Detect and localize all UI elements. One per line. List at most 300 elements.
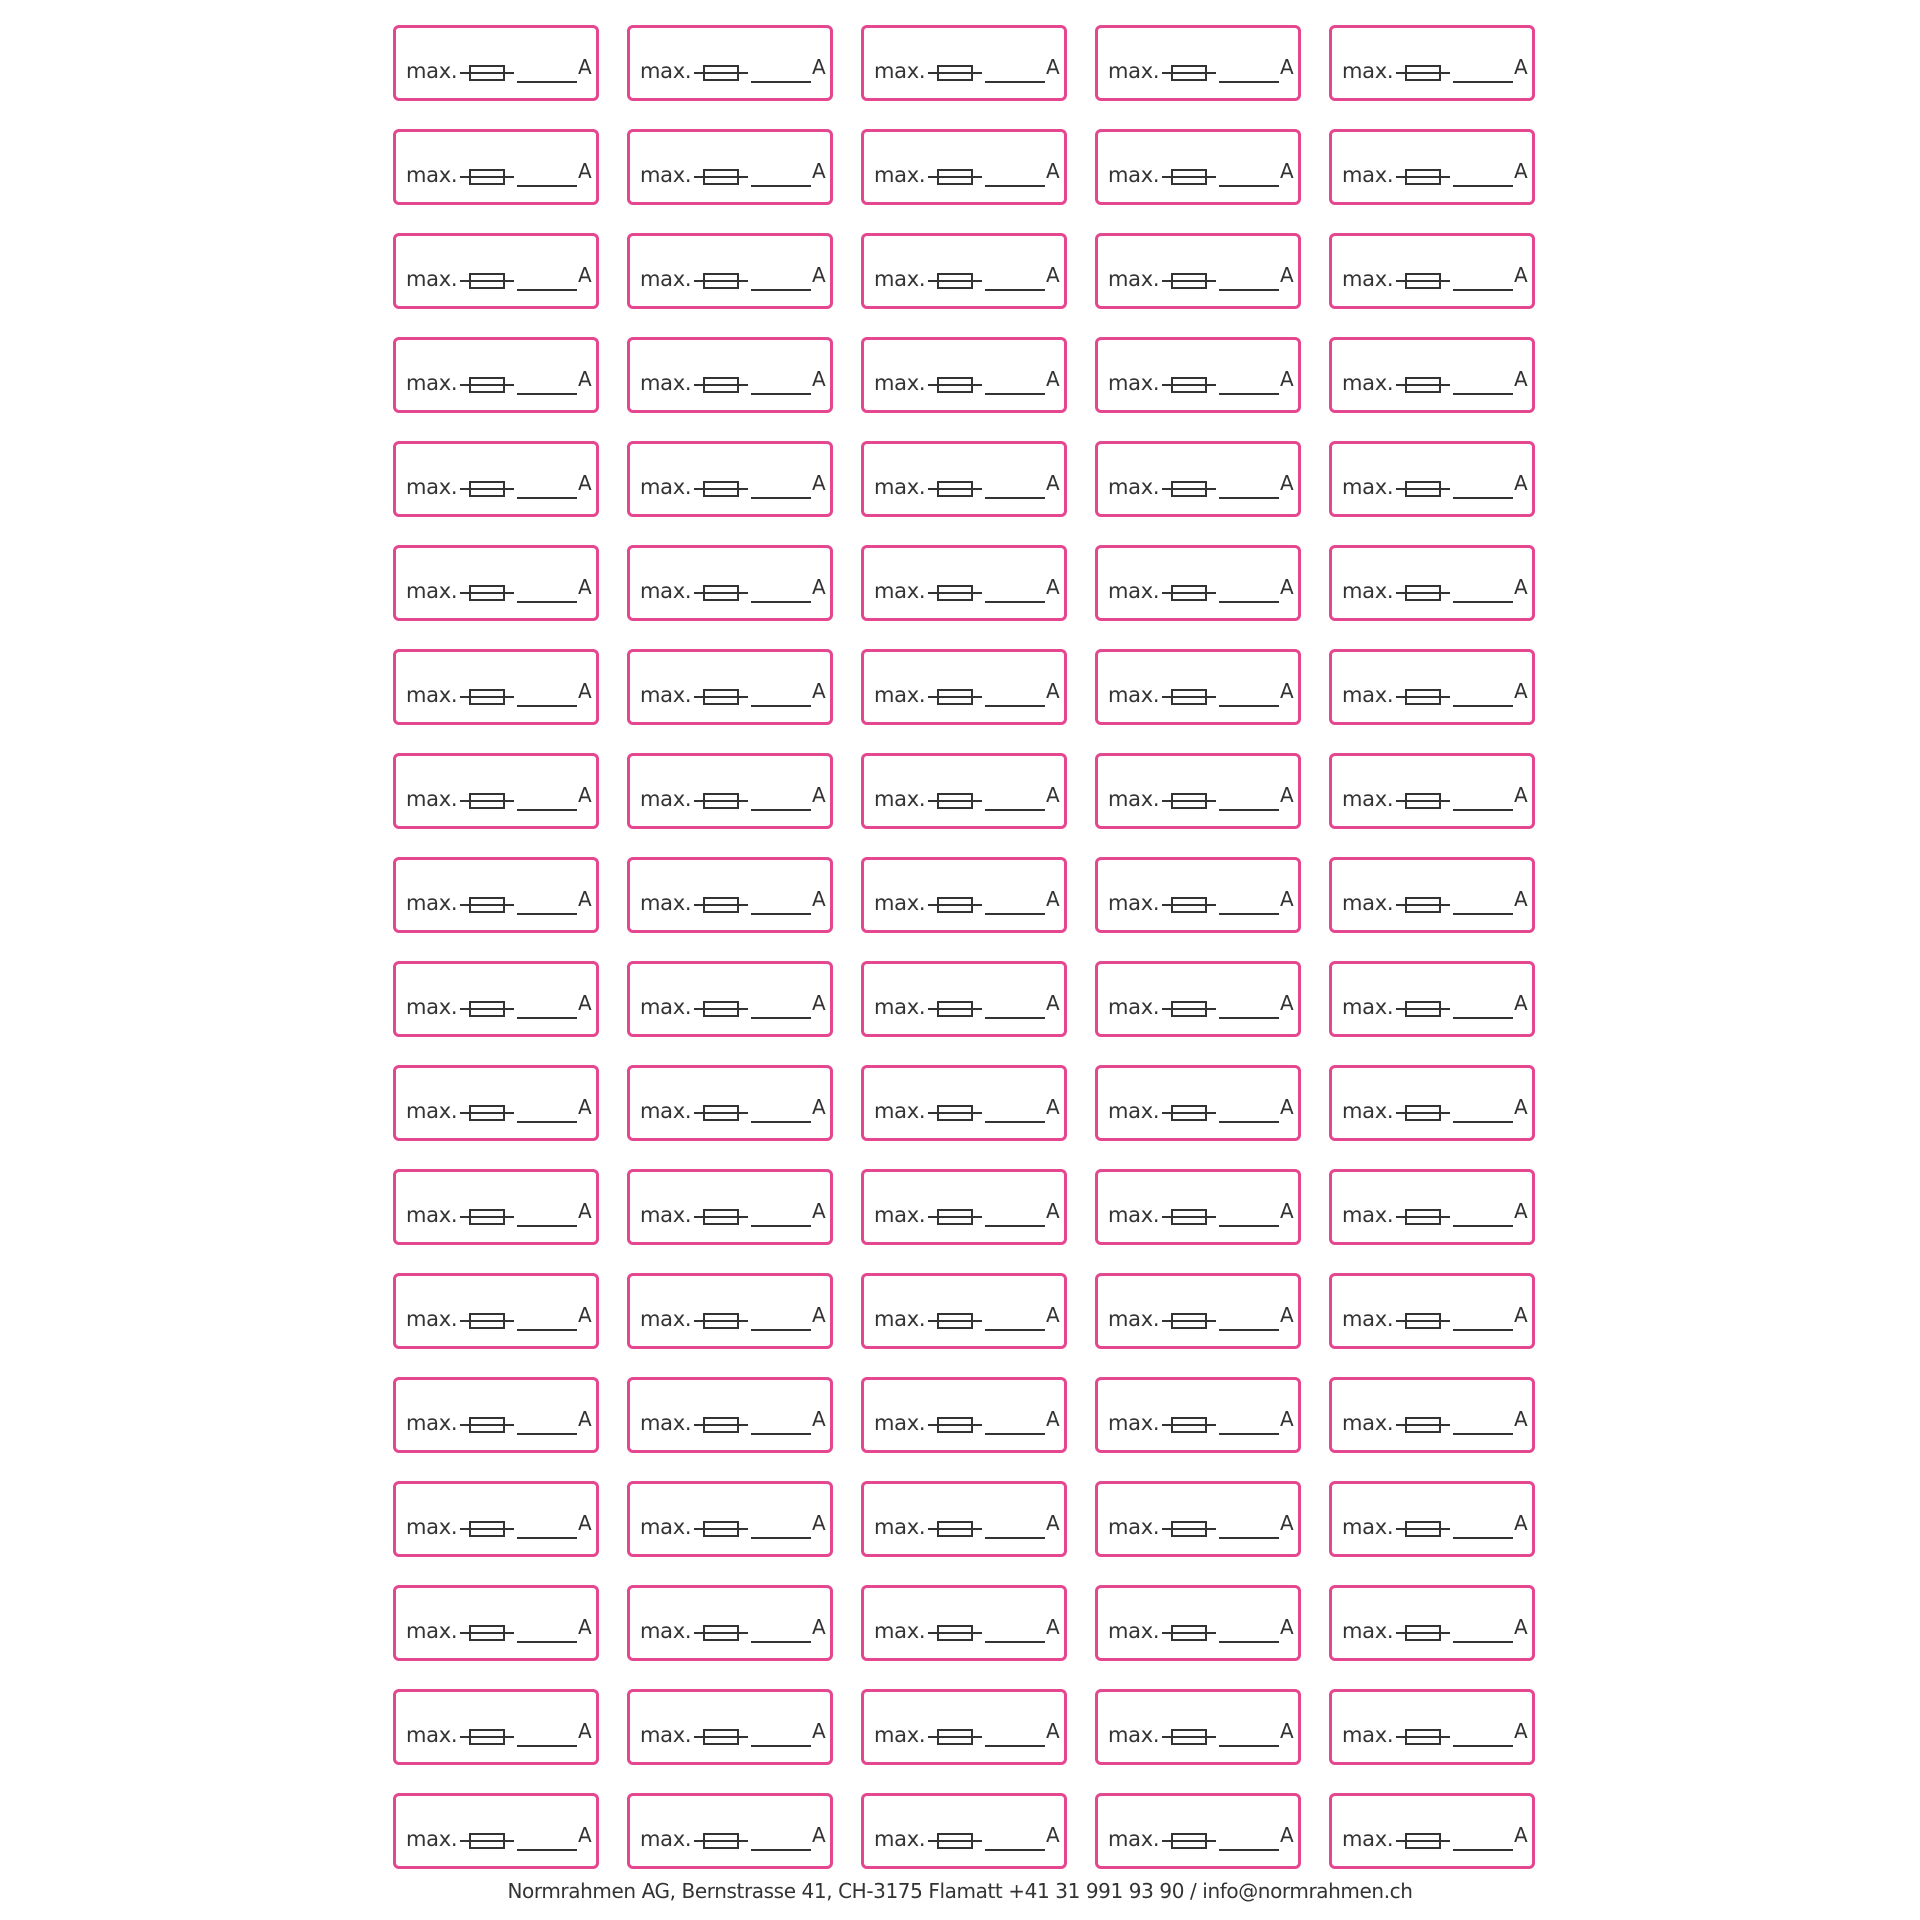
label-prefix: max. [1342,579,1394,603]
fuse-icon [1162,688,1216,706]
label-unit: A [578,1303,592,1327]
fuse-label-r10-c2 [627,961,833,1037]
label-prefix: max. [640,163,692,187]
blank-value-line [1219,809,1279,811]
fuse-icon [1162,584,1216,602]
label-prefix: max. [406,1723,458,1747]
label-prefix: max. [1342,787,1394,811]
fuse-label-r12-c3 [861,1169,1067,1245]
fuse-icon [460,1104,514,1122]
fuse-icon [460,792,514,810]
fuse-label-r13-c4 [1095,1273,1301,1349]
blank-value-line [751,1225,811,1227]
fuse-icon [460,64,514,82]
label-unit: A [578,1615,592,1639]
label-prefix: max. [406,579,458,603]
label-unit: A [1514,1303,1528,1327]
fuse-icon [460,480,514,498]
blank-value-line [1219,185,1279,187]
fuse-label-r10-c3 [861,961,1067,1037]
label-prefix: max. [874,59,926,83]
fuse-icon [928,64,982,82]
fuse-label-r10-c5 [1329,961,1535,1037]
label-unit: A [1280,887,1294,911]
label-unit: A [812,991,826,1015]
blank-value-line [517,1017,577,1019]
label-prefix: max. [406,787,458,811]
fuse-label-r3-c4 [1095,233,1301,309]
label-unit: A [578,783,592,807]
label-prefix: max. [874,891,926,915]
fuse-icon [1396,376,1450,394]
label-prefix: max. [1108,1307,1160,1331]
label-prefix: max. [1342,1203,1394,1227]
label-unit: A [578,991,592,1015]
label-unit: A [1280,783,1294,807]
blank-value-line [1219,1641,1279,1643]
label-unit: A [1046,159,1060,183]
blank-value-line [985,289,1045,291]
blank-value-line [985,601,1045,603]
fuse-icon [460,168,514,186]
label-prefix: max. [1108,59,1160,83]
label-unit: A [1046,1407,1060,1431]
label-prefix: max. [640,787,692,811]
label-prefix: max. [1108,787,1160,811]
label-unit: A [578,55,592,79]
fuse-label-r11-c3 [861,1065,1067,1141]
label-prefix: max. [1108,683,1160,707]
fuse-icon [928,376,982,394]
label-prefix: max. [640,371,692,395]
label-prefix: max. [1108,891,1160,915]
label-prefix: max. [406,1619,458,1643]
fuse-icon [460,688,514,706]
label-prefix: max. [640,1411,692,1435]
label-unit: A [1280,679,1294,703]
fuse-label-r13-c5 [1329,1273,1535,1349]
blank-value-line [985,393,1045,395]
label-unit: A [1280,1407,1294,1431]
label-prefix: max. [1342,267,1394,291]
fuse-label-r10-c4 [1095,961,1301,1037]
label-unit: A [1046,1303,1060,1327]
label-prefix: max. [1342,1411,1394,1435]
blank-value-line [1219,913,1279,915]
label-unit: A [1280,471,1294,495]
label-prefix: max. [1108,267,1160,291]
blank-value-line [517,1537,577,1539]
fuse-icon [928,1208,982,1226]
label-unit: A [1046,263,1060,287]
label-unit: A [1514,1823,1528,1847]
label-unit: A [812,679,826,703]
label-unit: A [812,1823,826,1847]
blank-value-line [985,1641,1045,1643]
label-prefix: max. [874,1827,926,1851]
fuse-label-r4-c3 [861,337,1067,413]
fuse-icon [928,1832,982,1850]
label-unit: A [1046,887,1060,911]
label-prefix: max. [640,267,692,291]
label-unit: A [1280,159,1294,183]
label-unit: A [1046,1095,1060,1119]
label-prefix: max. [1342,371,1394,395]
fuse-label-r1-c1 [393,25,599,101]
label-prefix: max. [874,1723,926,1747]
fuse-icon [1162,1832,1216,1850]
label-unit: A [1280,1095,1294,1119]
fuse-icon [1396,584,1450,602]
fuse-label-r11-c1 [393,1065,599,1141]
fuse-label-r17-c4 [1095,1689,1301,1765]
fuse-icon [928,1728,982,1746]
label-prefix: max. [874,475,926,499]
blank-value-line [985,809,1045,811]
fuse-icon [1162,1520,1216,1538]
label-unit: A [1046,1615,1060,1639]
blank-value-line [517,601,577,603]
fuse-label-r8-c2 [627,753,833,829]
blank-value-line [751,393,811,395]
label-unit: A [578,471,592,495]
label-unit: A [812,1511,826,1535]
fuse-icon [1396,896,1450,914]
fuse-label-r15-c1 [393,1481,599,1557]
blank-value-line [985,81,1045,83]
fuse-label-r8-c5 [1329,753,1535,829]
fuse-label-r12-c5 [1329,1169,1535,1245]
label-prefix: max. [1108,1619,1160,1643]
fuse-label-r5-c4 [1095,441,1301,517]
fuse-icon [694,1312,748,1330]
blank-value-line [751,497,811,499]
label-unit: A [812,159,826,183]
label-prefix: max. [406,1203,458,1227]
fuse-icon [928,1520,982,1538]
blank-value-line [517,1641,577,1643]
fuse-label-r18-c4 [1095,1793,1301,1869]
fuse-icon [694,1624,748,1642]
label-unit: A [578,1823,592,1847]
fuse-label-r1-c4 [1095,25,1301,101]
fuse-icon [1396,1000,1450,1018]
fuse-icon [460,272,514,290]
fuse-icon [1396,64,1450,82]
fuse-label-r4-c5 [1329,337,1535,413]
blank-value-line [1453,913,1513,915]
fuse-icon [694,1832,748,1850]
fuse-label-r6-c3 [861,545,1067,621]
blank-value-line [1453,1017,1513,1019]
label-prefix: max. [1108,579,1160,603]
blank-value-line [985,1329,1045,1331]
blank-value-line [1453,1849,1513,1851]
label-unit: A [1514,1199,1528,1223]
fuse-icon [460,376,514,394]
blank-value-line [1453,809,1513,811]
fuse-label-r17-c2 [627,1689,833,1765]
blank-value-line [751,1121,811,1123]
label-unit: A [1514,1407,1528,1431]
fuse-label-r8-c3 [861,753,1067,829]
fuse-label-r16-c2 [627,1585,833,1661]
blank-value-line [1453,601,1513,603]
label-unit: A [1280,55,1294,79]
fuse-label-r13-c3 [861,1273,1067,1349]
fuse-icon [1162,1416,1216,1434]
label-unit: A [1514,783,1528,807]
label-unit: A [1514,679,1528,703]
fuse-icon [928,272,982,290]
blank-value-line [751,913,811,915]
fuse-label-r11-c5 [1329,1065,1535,1141]
label-unit: A [1514,1095,1528,1119]
blank-value-line [1453,81,1513,83]
label-unit: A [578,575,592,599]
label-prefix: max. [406,1411,458,1435]
fuse-label-r18-c3 [861,1793,1067,1869]
fuse-label-r2-c2 [627,129,833,205]
fuse-label-r18-c5 [1329,1793,1535,1869]
fuse-label-r13-c2 [627,1273,833,1349]
blank-value-line [1453,705,1513,707]
fuse-icon [694,64,748,82]
label-prefix: max. [640,683,692,707]
fuse-label-r9-c2 [627,857,833,933]
blank-value-line [1219,81,1279,83]
label-unit: A [578,1095,592,1119]
blank-value-line [517,913,577,915]
blank-value-line [517,393,577,395]
blank-value-line [1219,393,1279,395]
fuse-icon [1396,1312,1450,1330]
blank-value-line [1453,1225,1513,1227]
label-prefix: max. [1108,1411,1160,1435]
label-prefix: max. [1342,1307,1394,1331]
fuse-icon [460,1624,514,1642]
blank-value-line [751,1017,811,1019]
label-unit: A [812,1199,826,1223]
fuse-label-r7-c4 [1095,649,1301,725]
fuse-label-r11-c4 [1095,1065,1301,1141]
fuse-label-r5-c5 [1329,441,1535,517]
blank-value-line [517,1849,577,1851]
label-unit: A [1046,575,1060,599]
label-unit: A [812,1719,826,1743]
fuse-label-r4-c2 [627,337,833,413]
label-unit: A [812,1615,826,1639]
fuse-label-r2-c4 [1095,129,1301,205]
label-prefix: max. [1108,475,1160,499]
blank-value-line [985,1225,1045,1227]
label-prefix: max. [874,683,926,707]
fuse-icon [928,584,982,602]
label-prefix: max. [874,1411,926,1435]
fuse-icon [694,1520,748,1538]
label-prefix: max. [406,1307,458,1331]
label-unit: A [1514,1719,1528,1743]
fuse-label-r2-c3 [861,129,1067,205]
fuse-label-r3-c5 [1329,233,1535,309]
blank-value-line [985,1121,1045,1123]
fuse-icon [928,688,982,706]
fuse-label-r9-c4 [1095,857,1301,933]
label-unit: A [578,263,592,287]
label-unit: A [1514,575,1528,599]
blank-value-line [1219,601,1279,603]
label-unit: A [1280,263,1294,287]
label-prefix: max. [406,59,458,83]
fuse-label-r12-c1 [393,1169,599,1245]
label-unit: A [578,159,592,183]
blank-value-line [751,1641,811,1643]
fuse-icon [1162,1728,1216,1746]
fuse-icon [1162,1624,1216,1642]
label-prefix: max. [406,1099,458,1123]
fuse-icon [694,688,748,706]
fuse-icon [694,584,748,602]
fuse-label-r6-c4 [1095,545,1301,621]
fuse-icon [460,896,514,914]
label-prefix: max. [406,1515,458,1539]
label-unit: A [812,575,826,599]
blank-value-line [517,81,577,83]
label-prefix: max. [406,475,458,499]
label-unit: A [1046,1719,1060,1743]
label-prefix: max. [1108,163,1160,187]
fuse-icon [928,792,982,810]
label-prefix: max. [874,787,926,811]
blank-value-line [1219,1849,1279,1851]
fuse-icon [928,1416,982,1434]
label-prefix: max. [874,1619,926,1643]
label-prefix: max. [406,267,458,291]
label-unit: A [578,1199,592,1223]
label-prefix: max. [640,1723,692,1747]
blank-value-line [985,1433,1045,1435]
blank-value-line [1219,1329,1279,1331]
fuse-label-r15-c3 [861,1481,1067,1557]
fuse-label-r18-c2 [627,1793,833,1869]
label-unit: A [578,679,592,703]
label-prefix: max. [640,891,692,915]
label-prefix: max. [406,891,458,915]
fuse-label-r3-c2 [627,233,833,309]
blank-value-line [517,497,577,499]
label-unit: A [1280,991,1294,1015]
fuse-icon [1396,792,1450,810]
fuse-label-r14-c3 [861,1377,1067,1453]
fuse-label-r1-c2 [627,25,833,101]
label-prefix: max. [1108,1203,1160,1227]
fuse-icon [1162,1312,1216,1330]
label-unit: A [812,1303,826,1327]
label-prefix: max. [1342,1827,1394,1851]
label-unit: A [1280,367,1294,391]
label-unit: A [1046,783,1060,807]
fuse-label-r5-c3 [861,441,1067,517]
blank-value-line [1453,289,1513,291]
fuse-icon [928,896,982,914]
fuse-label-r6-c2 [627,545,833,621]
fuse-label-r12-c4 [1095,1169,1301,1245]
blank-value-line [751,1849,811,1851]
blank-value-line [1453,1745,1513,1747]
fuse-label-r16-c1 [393,1585,599,1661]
fuse-label-r1-c3 [861,25,1067,101]
label-unit: A [1280,575,1294,599]
label-prefix: max. [1342,1099,1394,1123]
label-prefix: max. [1342,475,1394,499]
label-unit: A [1514,991,1528,1015]
fuse-icon [694,272,748,290]
blank-value-line [1219,1225,1279,1227]
blank-value-line [1219,1017,1279,1019]
label-unit: A [1046,1823,1060,1847]
blank-value-line [985,1017,1045,1019]
blank-value-line [1453,185,1513,187]
label-prefix: max. [1108,995,1160,1019]
label-prefix: max. [1342,163,1394,187]
label-prefix: max. [640,995,692,1019]
fuse-label-r6-c5 [1329,545,1535,621]
blank-value-line [751,1537,811,1539]
blank-value-line [1219,1121,1279,1123]
label-unit: A [1280,1303,1294,1327]
fuse-icon [1396,1416,1450,1434]
label-prefix: max. [406,683,458,707]
label-prefix: max. [874,579,926,603]
label-unit: A [1046,679,1060,703]
blank-value-line [517,1121,577,1123]
fuse-icon [1162,272,1216,290]
fuse-icon [1396,272,1450,290]
fuse-icon [1162,1104,1216,1122]
fuse-icon [928,1104,982,1122]
label-unit: A [578,887,592,911]
fuse-icon [694,480,748,498]
fuse-label-r16-c3 [861,1585,1067,1661]
fuse-icon [1396,688,1450,706]
fuse-icon [460,1208,514,1226]
label-prefix: max. [406,371,458,395]
label-unit: A [1280,1615,1294,1639]
fuse-label-r7-c3 [861,649,1067,725]
blank-value-line [1453,393,1513,395]
blank-value-line [751,601,811,603]
fuse-label-r2-c5 [1329,129,1535,205]
blank-value-line [517,185,577,187]
label-prefix: max. [874,1099,926,1123]
fuse-icon [694,1416,748,1434]
fuse-icon [460,1728,514,1746]
fuse-label-r3-c1 [393,233,599,309]
fuse-icon [1396,1208,1450,1226]
label-prefix: max. [1108,1515,1160,1539]
label-unit: A [1514,263,1528,287]
blank-value-line [517,1745,577,1747]
blank-value-line [985,705,1045,707]
fuse-icon [1396,480,1450,498]
label-unit: A [812,783,826,807]
label-unit: A [1514,367,1528,391]
label-prefix: max. [640,1099,692,1123]
fuse-label-r7-c2 [627,649,833,725]
blank-value-line [985,1537,1045,1539]
label-prefix: max. [1108,1723,1160,1747]
fuse-icon [694,896,748,914]
